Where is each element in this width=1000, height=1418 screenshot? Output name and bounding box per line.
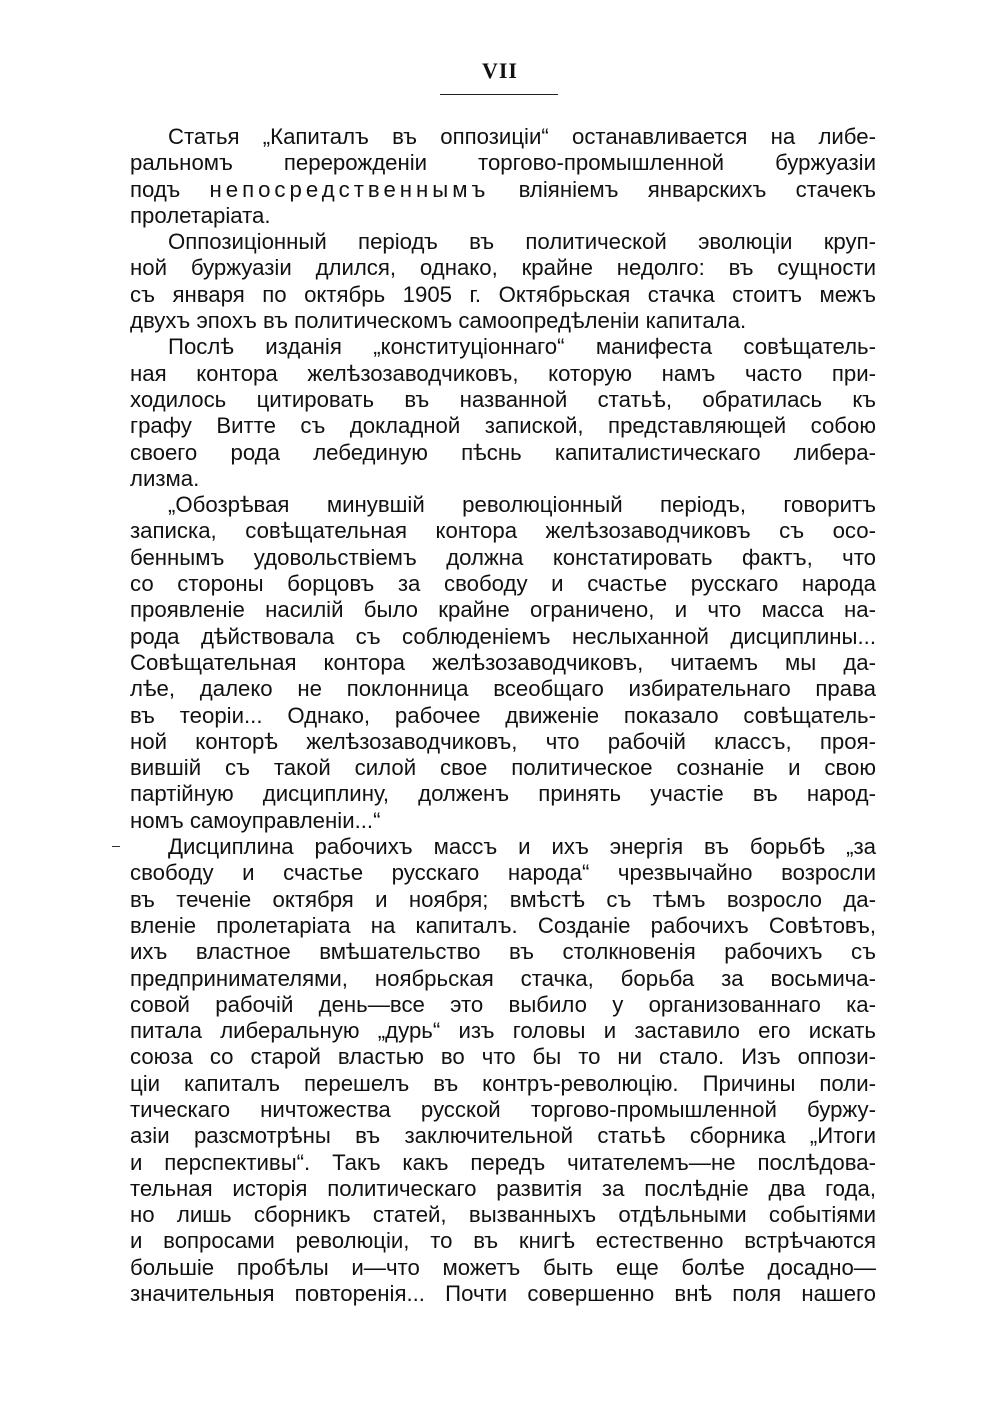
text-line: тельная исторія политическаго развитія за послѣдніе два года,	[130, 1175, 876, 1201]
text-line: беннымъ удовольствіемъ должна констатировать фактъ, что	[130, 544, 876, 570]
text-line: ной буржуазіи длился, однако, крайне недолго: въ сущности	[130, 255, 876, 281]
text-line: ная контора желѣзозаводчиковъ, которую намъ часто при-	[130, 360, 876, 386]
text-line: пролетаріата.	[130, 202, 271, 228]
page-header	[0, 58, 1000, 84]
text-line: совой рабочій день—все это выбило у организованнаго ка-	[130, 991, 876, 1017]
text-line: Дисциплина рабочихъ массъ и ихъ энергія въ борьбѣ „за	[168, 834, 876, 860]
margin-mark	[112, 846, 120, 847]
text-line: графу Витте съ докладной запиской, представляющей собою	[130, 413, 876, 439]
text-line: „Обозрѣвая минувшій революціонный періодъ, говоритъ	[168, 492, 876, 518]
text-line: рода дѣйствовала съ соблюденіемъ неслыханной дисциплины...	[130, 623, 876, 649]
text-column	[130, 124, 876, 1307]
text-line: двухъ эпохъ въ политическомъ самоопредѣленіи капитала.	[130, 308, 747, 334]
text-line: вленіе пролетаріата на капиталъ. Созданіе рабочихъ Совѣтовъ,	[130, 912, 876, 938]
text-line: проявленіе насилій было крайне ограничено, и что масса на-	[130, 597, 876, 623]
header-rule	[440, 94, 558, 95]
text-line: ціи капиталъ перешелъ въ контръ-революцію. Причины поли-	[130, 1070, 876, 1096]
text-line: вившій съ такой силой свое политическое сознаніе и свою	[130, 755, 876, 781]
text-line: записка, совѣщательная контора желѣзозаводчиковъ съ осо-	[130, 518, 876, 544]
text-line: Послѣ изданія „конституціоннаго“ манифеста совѣщатель-	[168, 334, 876, 360]
text-line: Статья „Капиталъ въ оппозиціи“ останавливается на либе-	[168, 124, 876, 149]
text-line: номъ самоуправленіи...“	[130, 807, 381, 833]
text-line: свободу и счастье русскаго народа“ чрезвычайно возросли	[130, 860, 876, 886]
text-line: въ теоріи... Однако, рабочее движеніе показало совѣщатель-	[130, 702, 876, 728]
page-number: VII	[481, 58, 518, 83]
text-line: Оппозиціонный періодъ въ политической эволюціи круп-	[168, 229, 876, 255]
text-line: со стороны борцовъ за свободу и счастье русскаго народа	[130, 571, 876, 597]
text-line: и вопросами революціи, то въ книгѣ естественно встрѣчаются	[130, 1228, 876, 1254]
text-line: ходилось цитировать въ названной статьѣ, обратилась къ	[130, 386, 876, 412]
text-line: ральномъ перерожденіи торгово-промышленной буржуазіи	[130, 150, 876, 176]
text-line: союза со старой властью во что бы то ни стало. Изъ оппози-	[130, 1044, 876, 1070]
text-line: съ января по октябрь 1905 г. Октябрьская стачка стоитъ межъ	[130, 281, 876, 307]
text-line: партійную дисциплину, долженъ принять участіе въ народ-	[130, 781, 876, 807]
text-line: значительныя повторенія... Почти совершенно внѣ поля нашего	[130, 1281, 876, 1307]
text-line: своего рода лебединую пѣснь капиталистическаго либера-	[130, 439, 876, 465]
text-line: ихъ властное вмѣшательство въ столкновенія рабочихъ съ	[130, 939, 876, 965]
text-line: большіе пробѣлы и—что можетъ быть еще болѣе досадно—	[130, 1254, 876, 1280]
text-line: Совѣщательная контора желѣзозаводчиковъ, читаемъ мы да-	[130, 649, 876, 675]
text-line: азіи разсмотрѣны въ заключительной статьѣ сборника „Итоги	[130, 1123, 876, 1149]
text-line: предпринимателями, ноябрьская стачка, борьба за восьмича-	[130, 965, 876, 991]
text-line: тическаго ничтожества русской торгово-промышленной буржу-	[130, 1096, 876, 1122]
text-line: и перспективы“. Такъ какъ передъ читателемъ—не послѣдова-	[130, 1149, 876, 1175]
text-line: ной конторѣ желѣзозаводчиковъ, что рабочій классъ, проя-	[130, 728, 876, 754]
text-line: лѣе, далеко не поклонница всеобщаго избирательнаго права	[130, 676, 876, 702]
text-line: но лишь сборникъ статей, вызванныхъ отдѣльными событіями	[130, 1202, 876, 1228]
emphasized-word: непосредственнымъ	[209, 176, 490, 202]
text-line: лизма.	[130, 465, 200, 491]
text-line: питала либеральную „дурь“ изъ головы и заставило его искать	[130, 1018, 876, 1044]
text-line: въ теченіе октября и ноября; вмѣстѣ съ тѣмъ возросло да-	[130, 886, 876, 912]
text-line: подъ непосредственнымъ вліяніемъ январскихъ стачекъ	[130, 176, 877, 202]
